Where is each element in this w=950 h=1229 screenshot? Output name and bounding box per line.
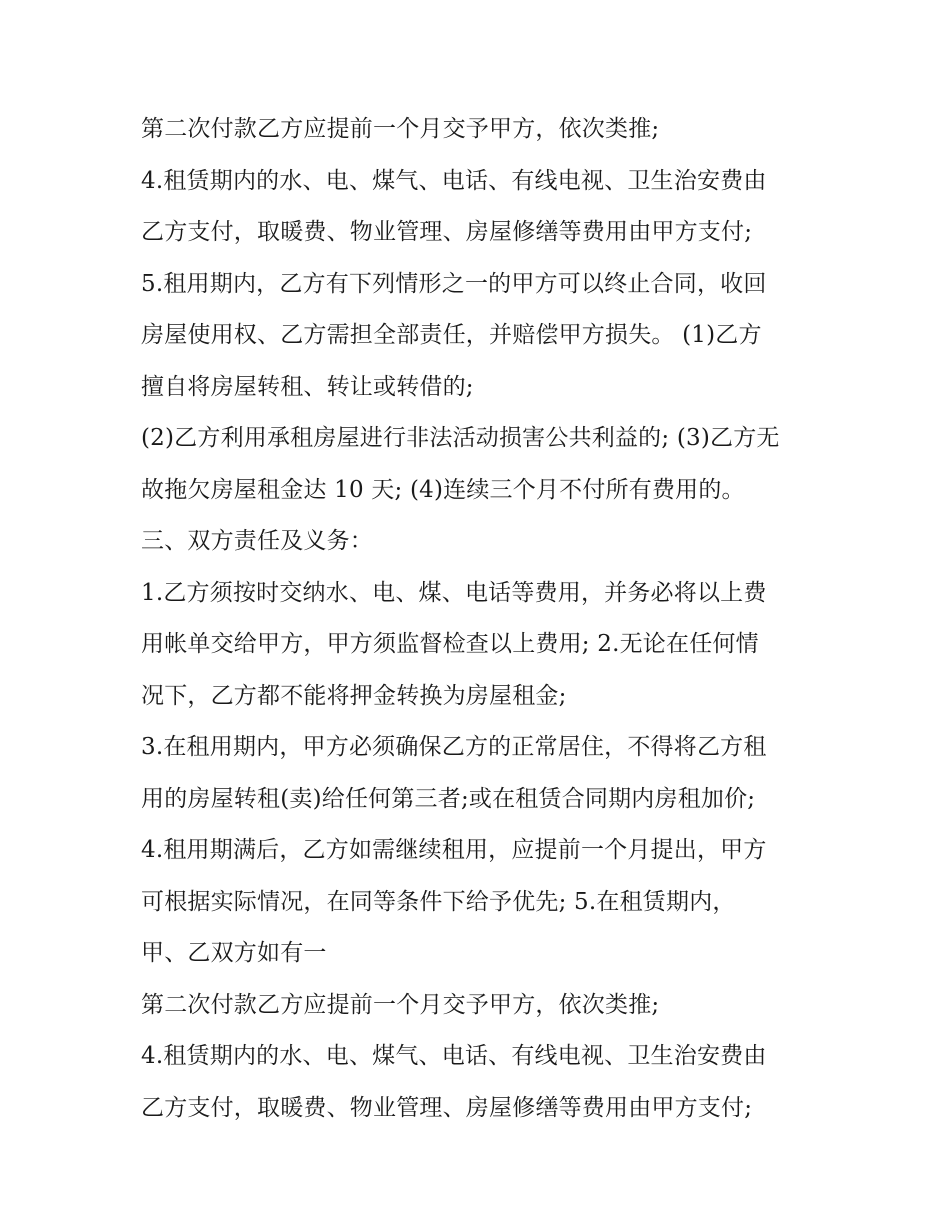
text-line: 第二次付款乙方应提前一个月交予甲方，依次类推; xyxy=(141,991,660,1018)
text-line: 4.租赁期内的水、电、煤气、电话、有线电视、卫生治安费由 xyxy=(141,167,767,194)
text-line: 况下，乙方都不能将押金转换为房屋租金; xyxy=(141,682,567,709)
text-line: 房屋使用权、乙方需担全部责任，并赔偿甲方损失。 (1)乙方 xyxy=(141,322,762,348)
text-line: 可根据实际情况，在同等条件下给予优先; 5.在租赁期内， xyxy=(141,888,736,915)
text-line: 甲、乙双方如有一 xyxy=(141,940,327,966)
text-line: 故拖欠房屋租金达 10 天; (4)连续三个月不付所有费用的。 xyxy=(141,476,745,503)
text-line: 4.租赁期内的水、电、煤气、电话、有线电视、卫生治安费由 xyxy=(141,1043,767,1069)
text-line: 3.在租用期内，甲方必须确保乙方的正常居住，不得将乙方租 xyxy=(141,734,767,760)
text-line: 乙方支付，取暖费、物业管理、房屋修缮等费用由甲方支付; xyxy=(141,1094,753,1121)
text-line: 乙方支付，取暖费、物业管理、房屋修缮等费用由甲方支付; xyxy=(141,219,753,245)
section-heading: 三、双方责任及义务： xyxy=(141,528,373,554)
text-line: 用的房屋转租(卖)给任何第三者;或在租赁合同期内房租加价; xyxy=(141,785,756,812)
text-line: 5.租用期内，乙方有下列情形之一的甲方可以终止合同，收回 xyxy=(141,270,767,297)
text-line: (2)乙方利用承租房屋进行非法活动损害公共利益的; (3)乙方无 xyxy=(141,425,780,451)
text-line: 4.租用期满后，乙方如需继续租用，应提前一个月提出，甲方 xyxy=(141,837,767,863)
document-body xyxy=(141,104,821,1134)
text-line: 第二次付款乙方应提前一个月交予甲方，依次类推; xyxy=(141,116,660,142)
text-line: 擅自将房屋转租、转让或转借的; xyxy=(141,373,474,400)
text-line: 1.乙方须按时交纳水、电、煤、电话等费用，并务必将以上费 xyxy=(141,579,767,606)
text-line: 用帐单交给甲方，甲方须监督检查以上费用; 2.无论在任何情 xyxy=(141,631,759,657)
